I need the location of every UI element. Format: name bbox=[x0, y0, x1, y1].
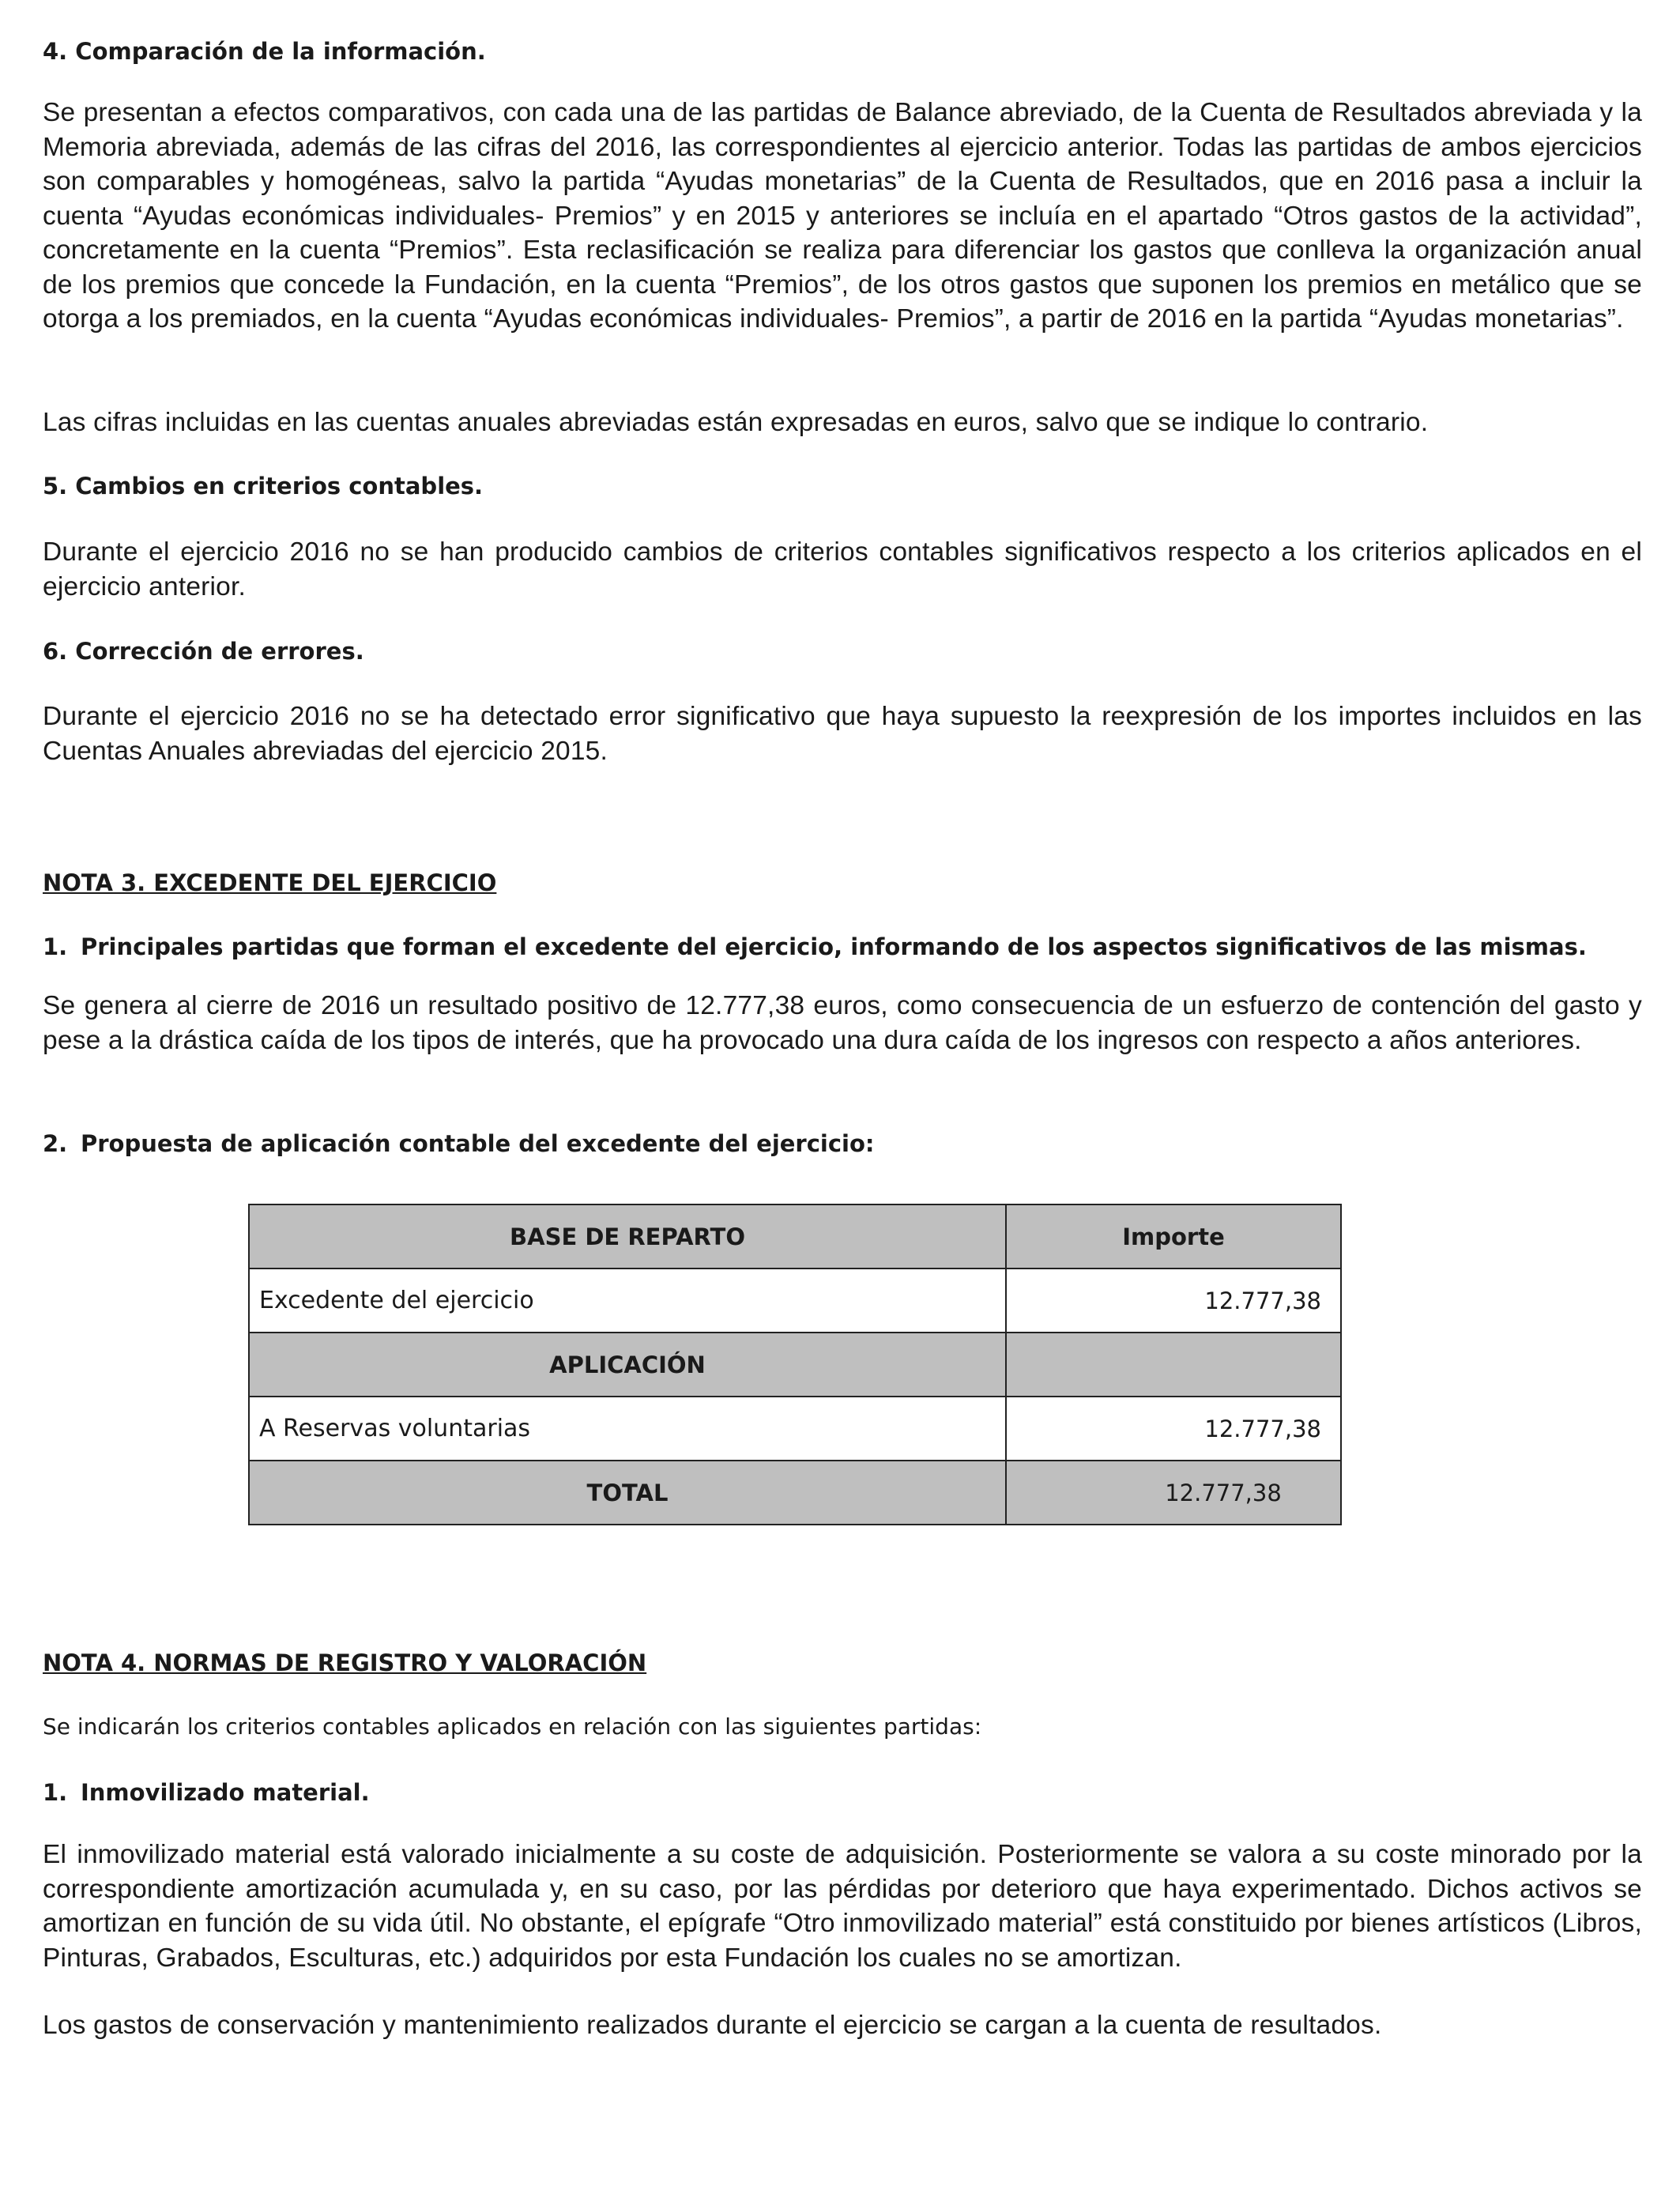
section-6-heading: 6. Corrección de errores. bbox=[43, 638, 364, 665]
importe-header: Importe bbox=[1006, 1204, 1341, 1269]
aplicacion-header: APLICACIÓN bbox=[249, 1333, 1006, 1397]
section-4-paragraph-2: Las cifras incluidas en las cuentas anuales abreviadas están expresadas en euros, salvo que se indique lo contrario. bbox=[43, 408, 1429, 437]
section-5-paragraph: Durante el ejercicio 2016 no se han producido cambios de criterios contables significativos respecto a los criterios aplicados en el ejercicio anterior. bbox=[43, 537, 1642, 601]
nota-3-paragraph: Se genera al cierre de 2016 un resultado positivo de 12.777,38 euros, como consecuencia de un esfuerzo de contención del gasto y pese a la drástica caída de los tipos de interés, que ha provocado una dura caída de los ingresos con respecto a años anteriores. bbox=[43, 991, 1642, 1055]
section-4-heading: 4. Comparación de la información. bbox=[43, 38, 486, 65]
nota-4-paragraph-2: Los gastos de conservación y mantenimiento realizados durante el ejercicio se cargan a la cuenta de resultados. bbox=[43, 2011, 1382, 2040]
excedente-table bbox=[248, 1204, 1342, 1525]
aplicacion-empty-cell bbox=[1006, 1333, 1341, 1397]
excedente-value: 12.777,38 bbox=[1006, 1269, 1341, 1333]
table-header-row bbox=[249, 1204, 1341, 1269]
nota-4-title: NOTA 4. NORMAS DE REGISTRO Y VALORACIÓN bbox=[43, 1649, 647, 1676]
nota-3-item-1 bbox=[43, 931, 1642, 963]
nota-3-item-2 bbox=[43, 1128, 1642, 1159]
section-4-paragraph-1: Se presentan a efectos comparativos, con cada una de las partidas de Balance abreviado, de la Cuenta de Resultados abreviada y la Memoria abreviada, además de las cifras del 2016, las correspondientes al ejercicio anterior. Todas las partidas de ambos ejercicios son comparables y homogéneas, salvo la partida “Ayudas monetarias” de la Cuenta de Resultados, que en 2016 pasa a incluir la cuenta “Ayudas económicas individuales- Premios” y en 2015 y anteriores se incluía en el apartado “Otros gastos de la actividad”, concretamente en la cuenta “Premios”. Esta reclasificación se realiza para diferenciar los gastos que conlleva la organización anual de los premios que concede la Fundación, en la cuenta “Premios”, de los otros gastos que suponen los premios en metálico que se otorga a los premiados, en la cuenta “Ayudas económicas individuales- Premios”, a partir de 2016 en la partida “Ayudas monetarias”. bbox=[43, 98, 1642, 334]
item-number: 1. bbox=[43, 933, 68, 960]
nota-4-intro: Se indicarán los criterios contables aplicados en relación con las siguientes partidas: bbox=[43, 1713, 982, 1740]
excedente-label: Excedente del ejercicio bbox=[249, 1269, 1006, 1333]
item-text: Principales partidas que forman el excedente del ejercicio, informando de los aspectos significativos de las mismas. bbox=[81, 933, 1587, 960]
base-reparto-header: BASE DE REPARTO bbox=[249, 1204, 1006, 1269]
section-6-paragraph: Durante el ejercicio 2016 no se ha detectado error significativo que haya supuesto la reexpresión de los importes incluidos en las Cuentas Anuales abreviadas del ejercicio 2015. bbox=[43, 702, 1642, 766]
table-total-row bbox=[249, 1461, 1341, 1525]
nota-3-title: NOTA 3. EXCEDENTE DEL EJERCICIO bbox=[43, 869, 497, 896]
section-5-heading: 5. Cambios en criterios contables. bbox=[43, 473, 484, 499]
total-value: 12.777,38 bbox=[1006, 1461, 1341, 1525]
nota-4-item-1 bbox=[43, 1777, 1642, 1808]
total-label: TOTAL bbox=[249, 1461, 1006, 1525]
item-number: 1. bbox=[43, 1779, 68, 1806]
table-subheader-row bbox=[249, 1333, 1341, 1397]
reservas-label: A Reservas voluntarias bbox=[249, 1397, 1006, 1461]
nota-4-paragraph-1: El inmovilizado material está valorado inicialmente a su coste de adquisición. Posteriormente se valora a su coste minorado por la correspondiente amortización acumulada y, en su caso, por las pérdidas por deterioro que haya experimentado. Dichos activos se amortizan en función de su vida útil. No obstante, el epígrafe “Otro inmovilizado material” está constituido por bienes artísticos (Libros, Pinturas, Grabados, Esculturas, etc.) adquiridos por esta Fundación los cuales no se amortizan. bbox=[43, 1840, 1642, 1973]
item-number: 2. bbox=[43, 1130, 68, 1157]
reservas-value: 12.777,38 bbox=[1006, 1397, 1341, 1461]
table-row bbox=[249, 1269, 1341, 1333]
item-text: Propuesta de aplicación contable del excedente del ejercicio: bbox=[81, 1130, 875, 1157]
table-row bbox=[249, 1397, 1341, 1461]
item-text: Inmovilizado material. bbox=[81, 1779, 370, 1806]
